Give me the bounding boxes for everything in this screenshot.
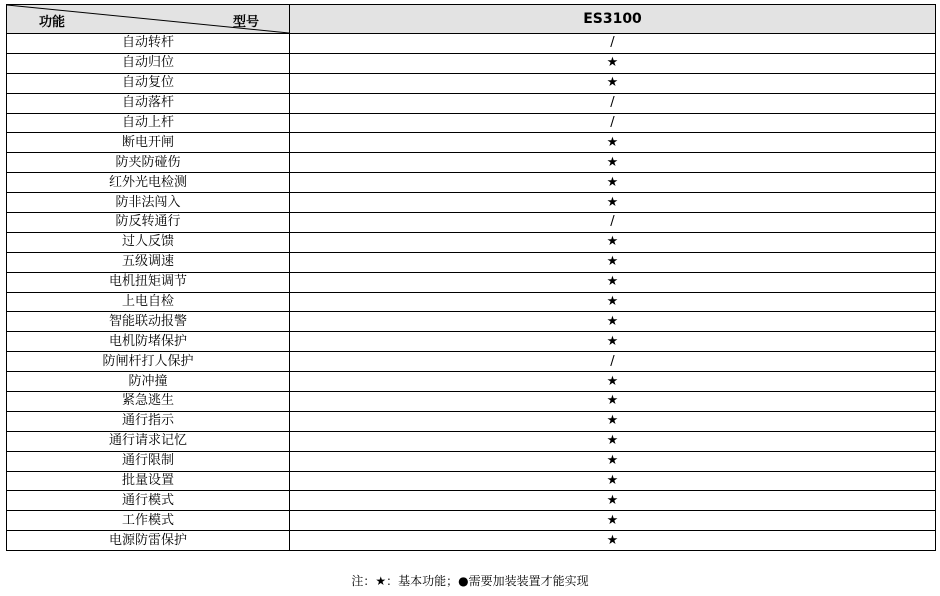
table-row	[7, 471, 936, 491]
support-mark-cell: ★	[290, 252, 936, 272]
feature-name-cell: 紧急逃生	[7, 392, 290, 412]
feature-name-cell: 批量设置	[7, 471, 290, 491]
support-mark-cell: /	[290, 352, 936, 372]
feature-name-cell: 通行请求记忆	[7, 431, 290, 451]
feature-name-cell: 自动归位	[7, 53, 290, 73]
feature-name-cell: 五级调速	[7, 252, 290, 272]
table-row	[7, 352, 936, 372]
feature-name-cell: 过人反馈	[7, 232, 290, 252]
support-mark-cell: ★	[290, 451, 936, 471]
table-row	[7, 312, 936, 332]
support-mark-cell: ★	[290, 153, 936, 173]
feature-table	[6, 4, 936, 551]
table-row	[7, 292, 936, 312]
support-mark-cell: ★	[290, 53, 936, 73]
table-header-row	[7, 5, 936, 34]
model-name-header: ES3100	[290, 5, 936, 34]
function-header-label: 功能	[39, 15, 66, 30]
feature-name-cell: 断电开闸	[7, 133, 290, 153]
feature-name-cell: 自动复位	[7, 73, 290, 93]
feature-name-cell: 防闸杆打人保护	[7, 352, 290, 372]
table-row	[7, 372, 936, 392]
table-row	[7, 511, 936, 531]
support-mark-cell: ★	[290, 73, 936, 93]
table-body	[7, 34, 936, 551]
model-header-label: 型号	[232, 15, 259, 30]
feature-name-cell: 通行指示	[7, 411, 290, 431]
feature-name-cell: 防非法闯入	[7, 193, 290, 213]
table-row	[7, 173, 936, 193]
diagonal-header-cell	[7, 5, 290, 34]
table-row	[7, 411, 936, 431]
feature-name-cell: 红外光电检测	[7, 173, 290, 193]
support-mark-cell: ★	[290, 431, 936, 451]
feature-name-cell: 电源防雷保护	[7, 531, 290, 551]
feature-name-cell: 智能联动报警	[7, 312, 290, 332]
table-row	[7, 252, 936, 272]
table-row	[7, 153, 936, 173]
support-mark-cell: ★	[290, 471, 936, 491]
support-mark-cell: ★	[290, 511, 936, 531]
table-row	[7, 272, 936, 292]
support-mark-cell: ★	[290, 173, 936, 193]
support-mark-cell: ★	[290, 292, 936, 312]
support-mark-cell: /	[290, 93, 936, 113]
table-row	[7, 53, 936, 73]
feature-name-cell: 自动落杆	[7, 93, 290, 113]
support-mark-cell: /	[290, 34, 936, 54]
table-row	[7, 232, 936, 252]
feature-name-cell: 上电自检	[7, 292, 290, 312]
feature-name-cell: 自动转杆	[7, 34, 290, 54]
footnote: 注：★：基本功能；●需要加装装置才能实现	[351, 574, 589, 588]
table-row	[7, 133, 936, 153]
table-row	[7, 213, 936, 233]
table-row	[7, 73, 936, 93]
support-mark-cell: ★	[290, 133, 936, 153]
support-mark-cell: ★	[290, 312, 936, 332]
table-row	[7, 431, 936, 451]
table-row	[7, 491, 936, 511]
feature-name-cell: 自动上杆	[7, 113, 290, 133]
support-mark-cell: ★	[290, 272, 936, 292]
feature-name-cell: 防夹防碰伤	[7, 153, 290, 173]
table-row	[7, 392, 936, 412]
support-mark-cell: ★	[290, 531, 936, 551]
support-mark-cell: ★	[290, 232, 936, 252]
table-row	[7, 451, 936, 471]
table-row	[7, 93, 936, 113]
table-row	[7, 531, 936, 551]
feature-name-cell: 电机防堵保护	[7, 332, 290, 352]
feature-name-cell: 通行模式	[7, 491, 290, 511]
feature-name-cell: 电机扭矩调节	[7, 272, 290, 292]
support-mark-cell: /	[290, 113, 936, 133]
feature-name-cell: 防反转通行	[7, 213, 290, 233]
table-row	[7, 332, 936, 352]
feature-name-cell: 工作模式	[7, 511, 290, 531]
table-row	[7, 113, 936, 133]
table-row	[7, 34, 936, 54]
support-mark-cell: ★	[290, 392, 936, 412]
support-mark-cell: ★	[290, 332, 936, 352]
feature-name-cell: 防冲撞	[7, 372, 290, 392]
feature-name-cell: 通行限制	[7, 451, 290, 471]
support-mark-cell: ★	[290, 193, 936, 213]
support-mark-cell: ★	[290, 372, 936, 392]
support-mark-cell: ★	[290, 411, 936, 431]
support-mark-cell: /	[290, 213, 936, 233]
table-row	[7, 193, 936, 213]
support-mark-cell: ★	[290, 491, 936, 511]
